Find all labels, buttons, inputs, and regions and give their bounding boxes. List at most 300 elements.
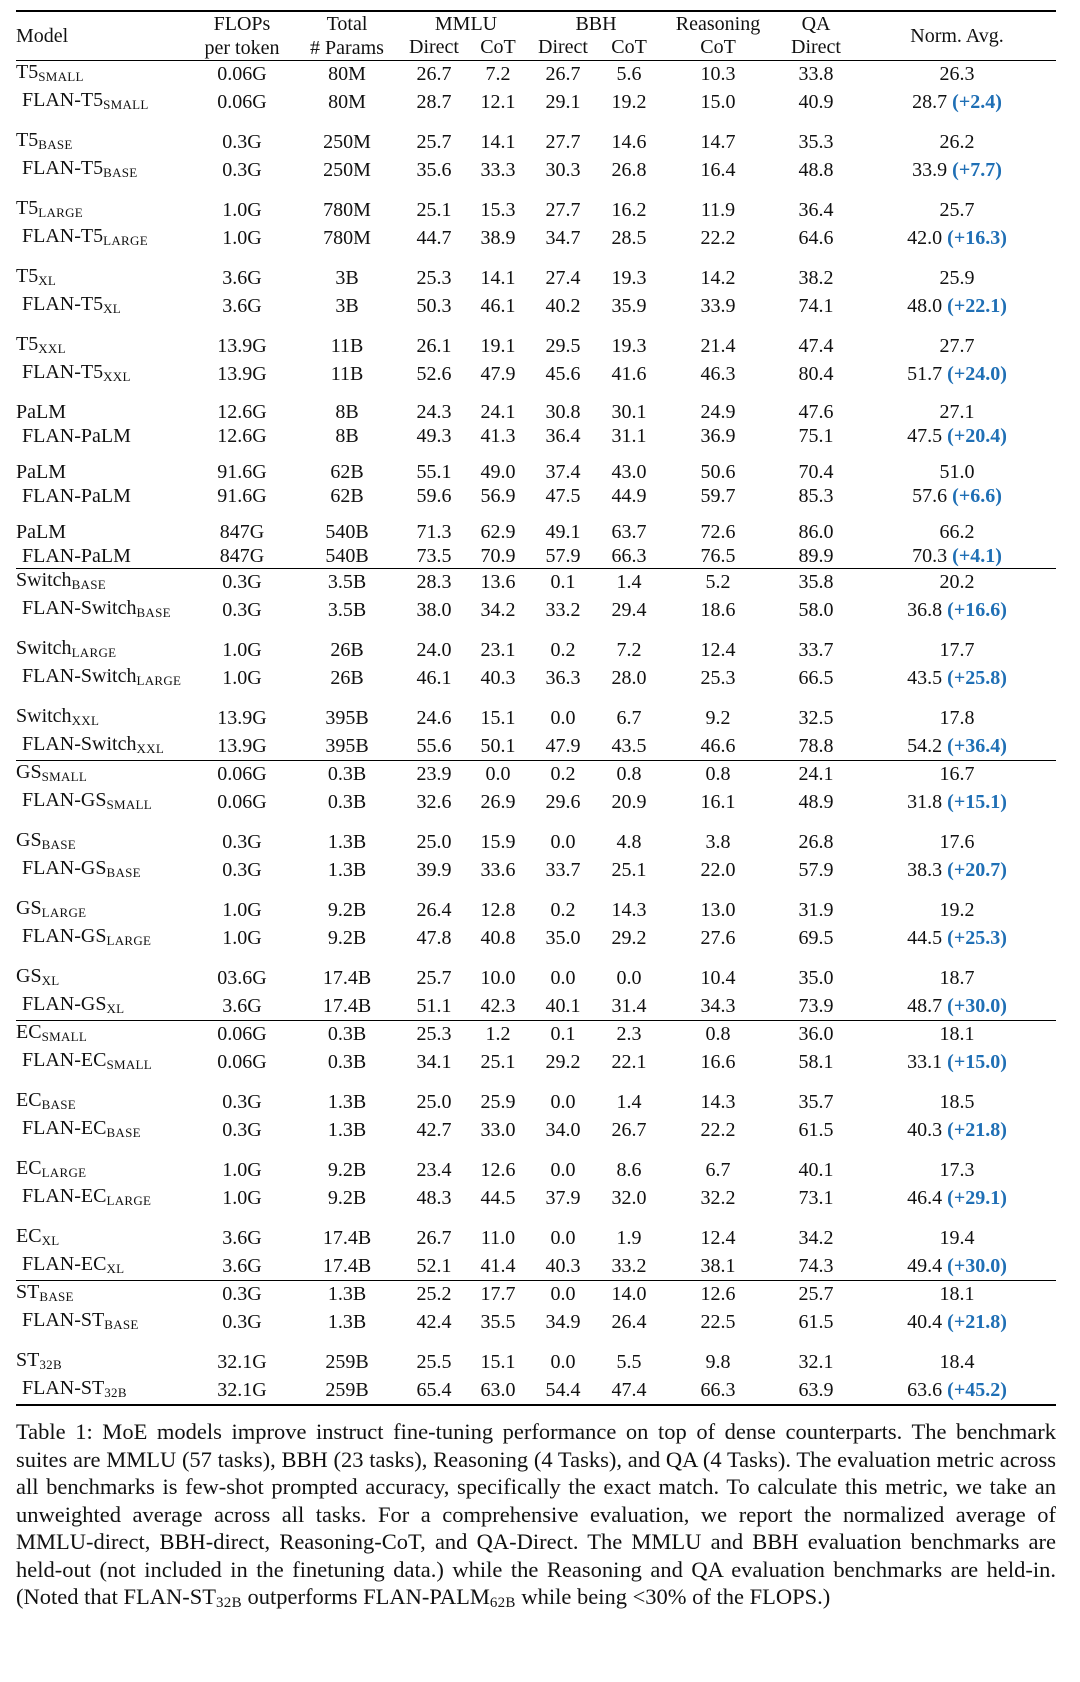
norm-avg-value: 36.8 <box>907 598 943 621</box>
params-cell: 250M <box>323 131 371 153</box>
flan-prefix: FLAN- <box>22 1252 81 1275</box>
flops-cell: 0.3G <box>222 158 262 181</box>
mmlu-cot-cell: 15.1 <box>480 1351 516 1373</box>
table-row <box>16 293 1056 334</box>
mmlu-direct-cell: 59.6 <box>416 484 452 507</box>
model-name <box>16 485 131 507</box>
bbh-direct-cell: 34.9 <box>545 1310 581 1333</box>
model-size-subscript: SMALL <box>41 1029 88 1044</box>
qa-direct-cell: 35.0 <box>798 967 834 989</box>
flan-prefix: FLAN- <box>22 156 81 179</box>
gain-value: (+45.2) <box>947 1378 1007 1401</box>
model-name <box>16 665 181 687</box>
model-name <box>16 569 106 591</box>
model-name <box>16 733 164 755</box>
model-size-subscript: LARGE <box>106 1192 152 1208</box>
qa-direct-cell: 31.9 <box>798 899 834 921</box>
page <box>16 0 1056 1618</box>
mmlu-direct-cell: 46.1 <box>416 666 452 689</box>
model-name-cell <box>16 1117 192 1158</box>
bbh-cot-cell: 43.0 <box>611 461 647 483</box>
table-row <box>16 361 1056 402</box>
params-cell: 250M <box>323 158 371 181</box>
mmlu-cot-cell: 24.1 <box>480 401 516 423</box>
mmlu-direct-cell: 42.4 <box>416 1310 452 1333</box>
norm-avg-cell <box>858 293 1056 334</box>
gain-value: (+16.6) <box>947 598 1007 621</box>
model-name <box>16 265 56 287</box>
bbh-cot-cell: 19.3 <box>611 335 647 357</box>
caption-model-2-name: FLAN-PALM <box>363 1584 490 1609</box>
bbh-cot-cell: 5.5 <box>616 1351 642 1373</box>
model-name-cell <box>16 1049 192 1090</box>
model-name <box>16 993 124 1015</box>
params-cell: 259B <box>325 1378 369 1401</box>
qa-direct-cell: 36.0 <box>798 1023 834 1045</box>
params-cell: 9.2B <box>327 899 367 921</box>
bbh-direct-cell: 35.0 <box>545 926 581 949</box>
gain-value: (+21.8) <box>947 1118 1007 1141</box>
mmlu-cot-cell: 25.9 <box>480 1091 516 1113</box>
mmlu-direct-cell: 51.1 <box>416 994 452 1017</box>
qa-direct-cell: 33.7 <box>798 639 834 661</box>
norm-avg-value: 46.4 <box>907 1186 943 1209</box>
bbh-direct-cell: 29.2 <box>545 1050 581 1073</box>
model-name-cell <box>16 761 192 789</box>
bbh-cot-cell: 14.6 <box>611 131 647 153</box>
gain-value: (+24.0) <box>947 362 1007 385</box>
bbh-direct-cell: 0.2 <box>550 639 576 661</box>
bbh-cot-cell: 0.0 <box>616 967 642 989</box>
params-cell: 26B <box>330 639 364 661</box>
flops-cell: 847G <box>219 544 265 567</box>
flan-prefix: FLAN- <box>22 1116 81 1139</box>
qa-direct-cell: 57.9 <box>798 858 834 881</box>
mmlu-direct-cell: 24.6 <box>416 707 452 729</box>
norm-avg-cell <box>858 157 1056 198</box>
model-size-subscript: 32B <box>39 1357 62 1372</box>
params-cell: 1.3B <box>327 1091 367 1113</box>
mmlu-direct-cell: 23.4 <box>416 1159 452 1181</box>
table-row <box>16 333 1056 361</box>
flops-cell: 0.3G <box>222 1118 262 1141</box>
model-size-subscript: XL <box>106 1000 125 1016</box>
bbh-cot-cell: 43.5 <box>611 734 647 757</box>
model-base-name: ST <box>80 1308 105 1331</box>
qa-direct-cell: 48.8 <box>798 158 834 181</box>
reasoning-cot-cell: 27.6 <box>700 926 736 949</box>
model-base-name: PaLM <box>16 521 66 543</box>
model-name <box>16 401 66 423</box>
bbh-direct-cell: 27.7 <box>545 199 581 221</box>
qa-direct-cell: 61.5 <box>798 1310 834 1333</box>
model-size-subscript: 32B <box>104 1384 127 1400</box>
flan-prefix: FLAN- <box>22 1376 81 1399</box>
norm-avg-value: 20.2 <box>939 571 975 593</box>
model-name <box>16 761 87 783</box>
bbh-cot-cell: 26.8 <box>611 158 647 181</box>
bbh-direct-cell: 0.2 <box>550 763 576 785</box>
bbh-direct-cell: 26.7 <box>545 63 581 85</box>
norm-avg-value: 18.1 <box>939 1283 975 1305</box>
flops-cell: 03.6G <box>217 967 267 989</box>
model-size-subscript: LARGE <box>106 932 152 948</box>
table-row <box>16 461 1056 485</box>
flan-prefix: FLAN- <box>22 1048 81 1071</box>
qa-direct-cell: 58.1 <box>798 1050 834 1073</box>
flan-prefix: FLAN- <box>22 992 81 1015</box>
flops-cell: 3.6G <box>222 267 262 289</box>
mmlu-direct-cell: 26.7 <box>416 63 452 85</box>
params-cell: 0.3B <box>327 1050 367 1073</box>
model-name <box>16 897 86 919</box>
model-name <box>16 637 116 659</box>
model-size-subscript: BASE <box>71 577 106 592</box>
gain-value: (+30.0) <box>947 1254 1007 1277</box>
table-row <box>16 637 1056 665</box>
mmlu-direct-cell: 73.5 <box>416 544 452 567</box>
model-size-subscript: LARGE <box>41 905 87 920</box>
model-size-subscript: XXL <box>103 368 131 384</box>
model-size-subscript: BASE <box>41 837 77 852</box>
model-size-subscript: XL <box>106 1260 125 1276</box>
mmlu-cot-cell: 25.1 <box>480 1050 516 1073</box>
reasoning-cot-cell: 5.2 <box>705 571 731 593</box>
qa-direct-cell: 47.6 <box>798 401 834 423</box>
reasoning-cot-cell: 38.1 <box>700 1254 736 1277</box>
table-row <box>16 61 1056 89</box>
qa-direct-cell: 35.7 <box>798 1091 834 1113</box>
mmlu-direct-cell: 23.9 <box>416 763 452 785</box>
flops-cell: 1.0G <box>222 899 262 921</box>
norm-avg-cell <box>858 829 1056 857</box>
norm-avg-cell <box>858 1281 1056 1309</box>
header-reasoning: Reasoning <box>675 13 761 35</box>
header-mmlu-cot: CoT <box>480 36 516 59</box>
table-row <box>16 789 1056 830</box>
model-base-name: T5 <box>16 61 39 83</box>
mmlu-direct-cell: 25.5 <box>416 1351 452 1373</box>
gain-value: (+22.1) <box>947 294 1007 317</box>
mmlu-direct-cell: 25.7 <box>416 131 452 153</box>
mmlu-direct-cell: 52.6 <box>416 362 452 385</box>
bbh-cot-cell: 33.2 <box>611 1254 647 1277</box>
table-row <box>16 545 1056 569</box>
model-base-name: T5 <box>80 360 104 383</box>
model-name <box>16 1253 124 1275</box>
params-cell: 62B <box>330 461 364 483</box>
reasoning-cot-cell: 10.4 <box>700 967 736 989</box>
mmlu-direct-cell: 38.0 <box>416 598 452 621</box>
mmlu-cot-cell: 70.9 <box>480 544 516 567</box>
model-base-name: PaLM <box>16 461 66 483</box>
bbh-cot-cell: 47.4 <box>611 1378 647 1401</box>
params-cell: 0.3B <box>327 763 367 785</box>
model-name <box>16 597 171 619</box>
norm-avg-value: 18.4 <box>939 1351 975 1373</box>
reasoning-cot-cell: 22.2 <box>700 1118 736 1141</box>
mmlu-direct-cell: 48.3 <box>416 1186 452 1209</box>
norm-avg-value: 18.7 <box>939 967 975 989</box>
bbh-direct-cell: 29.6 <box>545 790 581 813</box>
model-size-subscript: BASE <box>39 1289 74 1304</box>
mmlu-cot-cell: 19.1 <box>480 335 516 357</box>
flops-cell: 0.3G <box>222 1310 262 1333</box>
reasoning-cot-cell: 12.4 <box>700 1227 736 1249</box>
flops-cell: 1.0G <box>222 639 262 661</box>
model-name-cell <box>16 129 192 157</box>
model-name-cell <box>16 157 192 198</box>
model-size-subscript: SMALL <box>41 769 88 784</box>
model-name-cell <box>16 521 192 545</box>
model-base-name: Switch <box>80 664 137 687</box>
bbh-cot-cell: 28.5 <box>611 226 647 249</box>
qa-direct-cell: 40.9 <box>798 90 834 113</box>
qa-direct-cell: 70.4 <box>798 461 834 483</box>
model-size-subscript: BASE <box>106 864 141 880</box>
model-size-subscript: SMALL <box>38 69 84 84</box>
table-row <box>16 1157 1056 1185</box>
norm-avg-cell <box>858 993 1056 1021</box>
reasoning-cot-cell: 22.0 <box>700 858 736 881</box>
model-name <box>16 129 73 151</box>
model-name <box>16 333 66 355</box>
bbh-cot-cell: 26.7 <box>611 1118 647 1141</box>
bbh-cot-cell: 26.4 <box>611 1310 647 1333</box>
model-base-name: Switch <box>16 705 72 727</box>
mmlu-direct-cell: 25.3 <box>416 1023 452 1045</box>
bbh-cot-cell: 1.4 <box>616 571 642 593</box>
table-row <box>16 857 1056 898</box>
norm-avg-cell <box>858 1225 1056 1253</box>
model-name-cell <box>16 545 192 569</box>
flan-prefix: FLAN- <box>22 924 81 947</box>
norm-avg-cell <box>858 545 1056 569</box>
mmlu-cot-cell: 44.5 <box>480 1186 516 1209</box>
norm-avg-value: 18.5 <box>939 1091 975 1113</box>
mmlu-cot-cell: 15.9 <box>480 831 516 853</box>
mmlu-direct-cell: 25.0 <box>416 1091 452 1113</box>
table-row <box>16 829 1056 857</box>
bbh-cot-cell: 22.1 <box>611 1050 647 1073</box>
qa-direct-cell: 38.2 <box>798 267 834 289</box>
norm-avg-value: 27.1 <box>939 401 975 423</box>
model-name <box>16 1225 60 1247</box>
params-cell: 1.3B <box>327 831 367 853</box>
model-size-subscript: BASE <box>104 1316 139 1332</box>
flan-prefix: FLAN- <box>22 360 81 383</box>
mmlu-cot-cell: 50.1 <box>480 734 516 757</box>
norm-avg-cell <box>858 485 1056 522</box>
norm-avg-cell <box>858 569 1056 597</box>
table-row <box>16 1049 1056 1090</box>
bbh-direct-cell: 33.2 <box>545 598 581 621</box>
model-base-name: Switch <box>16 569 72 591</box>
params-cell: 80M <box>328 90 366 113</box>
norm-avg-value: 51.0 <box>939 461 975 483</box>
bbh-direct-cell: 47.9 <box>545 734 581 757</box>
bbh-cot-cell: 30.1 <box>611 401 647 423</box>
params-cell: 17.4B <box>322 994 372 1017</box>
mmlu-cot-cell: 11.0 <box>480 1227 516 1249</box>
flops-cell: 847G <box>219 521 265 543</box>
norm-avg-cell <box>858 197 1056 225</box>
mmlu-direct-cell: 47.8 <box>416 926 452 949</box>
model-name <box>16 965 60 987</box>
norm-avg-value: 49.4 <box>907 1254 943 1277</box>
mmlu-direct-cell: 52.1 <box>416 1254 452 1277</box>
header-mmlu: MMLU <box>434 13 498 35</box>
params-cell: 9.2B <box>327 1159 367 1181</box>
model-size-subscript: LARGE <box>41 1165 87 1180</box>
params-cell: 540B <box>325 521 369 543</box>
flops-cell: 1.0G <box>222 199 262 221</box>
flops-cell: 0.3G <box>222 571 262 593</box>
model-name-cell <box>16 333 192 361</box>
table-row <box>16 401 1056 425</box>
header-flops: FLOPs <box>213 13 271 35</box>
model-base-name: Switch <box>80 732 137 755</box>
qa-direct-cell: 69.5 <box>798 926 834 949</box>
bbh-cot-cell: 29.2 <box>611 926 647 949</box>
flops-cell: 32.1G <box>217 1351 267 1373</box>
flops-cell: 1.0G <box>222 226 262 249</box>
model-base-name: T5 <box>80 224 104 247</box>
qa-direct-cell: 26.8 <box>798 831 834 853</box>
norm-avg-value: 19.2 <box>939 899 975 921</box>
model-base-name: T5 <box>80 156 104 179</box>
model-name <box>16 361 131 383</box>
norm-avg-cell <box>858 265 1056 293</box>
mmlu-cot-cell: 42.3 <box>480 994 516 1017</box>
norm-avg-value: 40.3 <box>907 1118 943 1141</box>
params-cell: 62B <box>330 484 364 507</box>
model-base-name: EC <box>16 1225 42 1247</box>
model-name-cell <box>16 293 192 334</box>
mmlu-direct-cell: 44.7 <box>416 226 452 249</box>
mmlu-direct-cell: 26.7 <box>416 1227 452 1249</box>
header-mmlu-direct: Direct <box>409 36 459 59</box>
model-size-subscript: SMALL <box>103 96 149 112</box>
qa-direct-cell: 36.4 <box>798 199 834 221</box>
flops-cell: 0.06G <box>217 1023 267 1045</box>
qa-direct-cell: 25.7 <box>798 1283 834 1305</box>
norm-avg-value: 47.5 <box>907 424 943 447</box>
gain-value: (+15.0) <box>947 1050 1007 1073</box>
reasoning-cot-cell: 32.2 <box>700 1186 736 1209</box>
bbh-direct-cell: 27.4 <box>545 267 581 289</box>
caption-model-1-name: FLAN-ST <box>123 1584 216 1609</box>
mmlu-cot-cell: 7.2 <box>485 63 511 85</box>
flops-cell: 0.3G <box>222 858 262 881</box>
bbh-cot-cell: 32.0 <box>611 1186 647 1209</box>
gain-value: (+30.0) <box>947 994 1007 1017</box>
model-name-cell <box>16 1281 192 1309</box>
bbh-cot-cell: 5.6 <box>616 63 642 85</box>
reasoning-cot-cell: 22.2 <box>700 226 736 249</box>
model-base-name: T5 <box>16 333 39 355</box>
norm-avg-value: 54.2 <box>907 734 943 757</box>
qa-direct-cell: 35.3 <box>798 131 834 153</box>
table-row <box>16 1117 1056 1158</box>
table-row <box>16 597 1056 638</box>
bbh-direct-cell: 34.0 <box>545 1118 581 1141</box>
caption-text-2: outperforms <box>241 1584 364 1609</box>
bbh-direct-cell: 30.8 <box>545 401 581 423</box>
bbh-cot-cell: 2.3 <box>616 1023 642 1045</box>
norm-avg-value: 66.2 <box>939 521 975 543</box>
params-cell: 1.3B <box>327 858 367 881</box>
mmlu-direct-cell: 55.6 <box>416 734 452 757</box>
mmlu-cot-cell: 12.1 <box>480 90 516 113</box>
bbh-cot-cell: 44.9 <box>611 484 647 507</box>
params-cell: 259B <box>325 1351 369 1373</box>
norm-avg-cell <box>858 521 1056 545</box>
mmlu-cot-cell: 41.3 <box>480 424 516 447</box>
flops-cell: 0.06G <box>217 63 267 85</box>
model-name <box>16 705 99 727</box>
bbh-direct-cell: 0.0 <box>550 1091 576 1113</box>
reasoning-cot-cell: 0.8 <box>705 763 731 785</box>
mmlu-cot-cell: 12.6 <box>480 1159 516 1181</box>
model-name-cell <box>16 1185 192 1226</box>
gain-value: (+4.1) <box>952 544 1002 567</box>
gain-value: (+6.6) <box>952 484 1002 507</box>
reasoning-cot-cell: 72.6 <box>700 521 736 543</box>
qa-direct-cell: 40.1 <box>798 1159 834 1181</box>
flops-cell: 0.3G <box>222 598 262 621</box>
bbh-direct-cell: 0.0 <box>550 707 576 729</box>
model-base-name: GS <box>80 788 107 811</box>
model-size-subscript: XXL <box>71 713 100 728</box>
reasoning-cot-cell: 14.3 <box>700 1091 736 1113</box>
model-base-name: PaLM <box>16 401 66 423</box>
table-row <box>16 897 1056 925</box>
reasoning-cot-cell: 11.9 <box>700 199 736 221</box>
mmlu-cot-cell: 10.0 <box>480 967 516 989</box>
model-name-cell <box>16 61 192 89</box>
params-cell: 395B <box>325 707 369 729</box>
model-name-cell <box>16 637 192 665</box>
model-name <box>16 521 66 543</box>
norm-avg-value: 17.3 <box>939 1159 975 1181</box>
model-name <box>16 1349 62 1371</box>
bbh-cot-cell: 16.2 <box>611 199 647 221</box>
flops-cell: 91.6G <box>217 484 267 507</box>
model-base-name: PaLM <box>80 424 131 447</box>
bbh-direct-cell: 0.0 <box>550 967 576 989</box>
table-row <box>16 1225 1056 1253</box>
mmlu-cot-cell: 47.9 <box>480 362 516 385</box>
model-size-subscript: XL <box>41 1233 60 1248</box>
model-size-subscript: XXL <box>38 341 66 356</box>
model-name <box>16 61 84 83</box>
flan-prefix: FLAN- <box>22 664 81 687</box>
bbh-cot-cell: 14.0 <box>611 1283 647 1305</box>
model-base-name: Switch <box>16 637 72 659</box>
mmlu-cot-cell: 56.9 <box>480 484 516 507</box>
reasoning-cot-cell: 50.6 <box>700 461 736 483</box>
model-size-subscript: BASE <box>106 1124 141 1140</box>
model-size-subscript: XL <box>41 973 60 988</box>
model-name <box>16 545 131 567</box>
bbh-cot-cell: 66.3 <box>611 544 647 567</box>
reasoning-cot-cell: 12.4 <box>700 639 736 661</box>
mmlu-direct-cell: 35.6 <box>416 158 452 181</box>
norm-avg-cell <box>858 1117 1056 1158</box>
bbh-cot-cell: 41.6 <box>611 362 647 385</box>
model-name <box>16 857 141 879</box>
